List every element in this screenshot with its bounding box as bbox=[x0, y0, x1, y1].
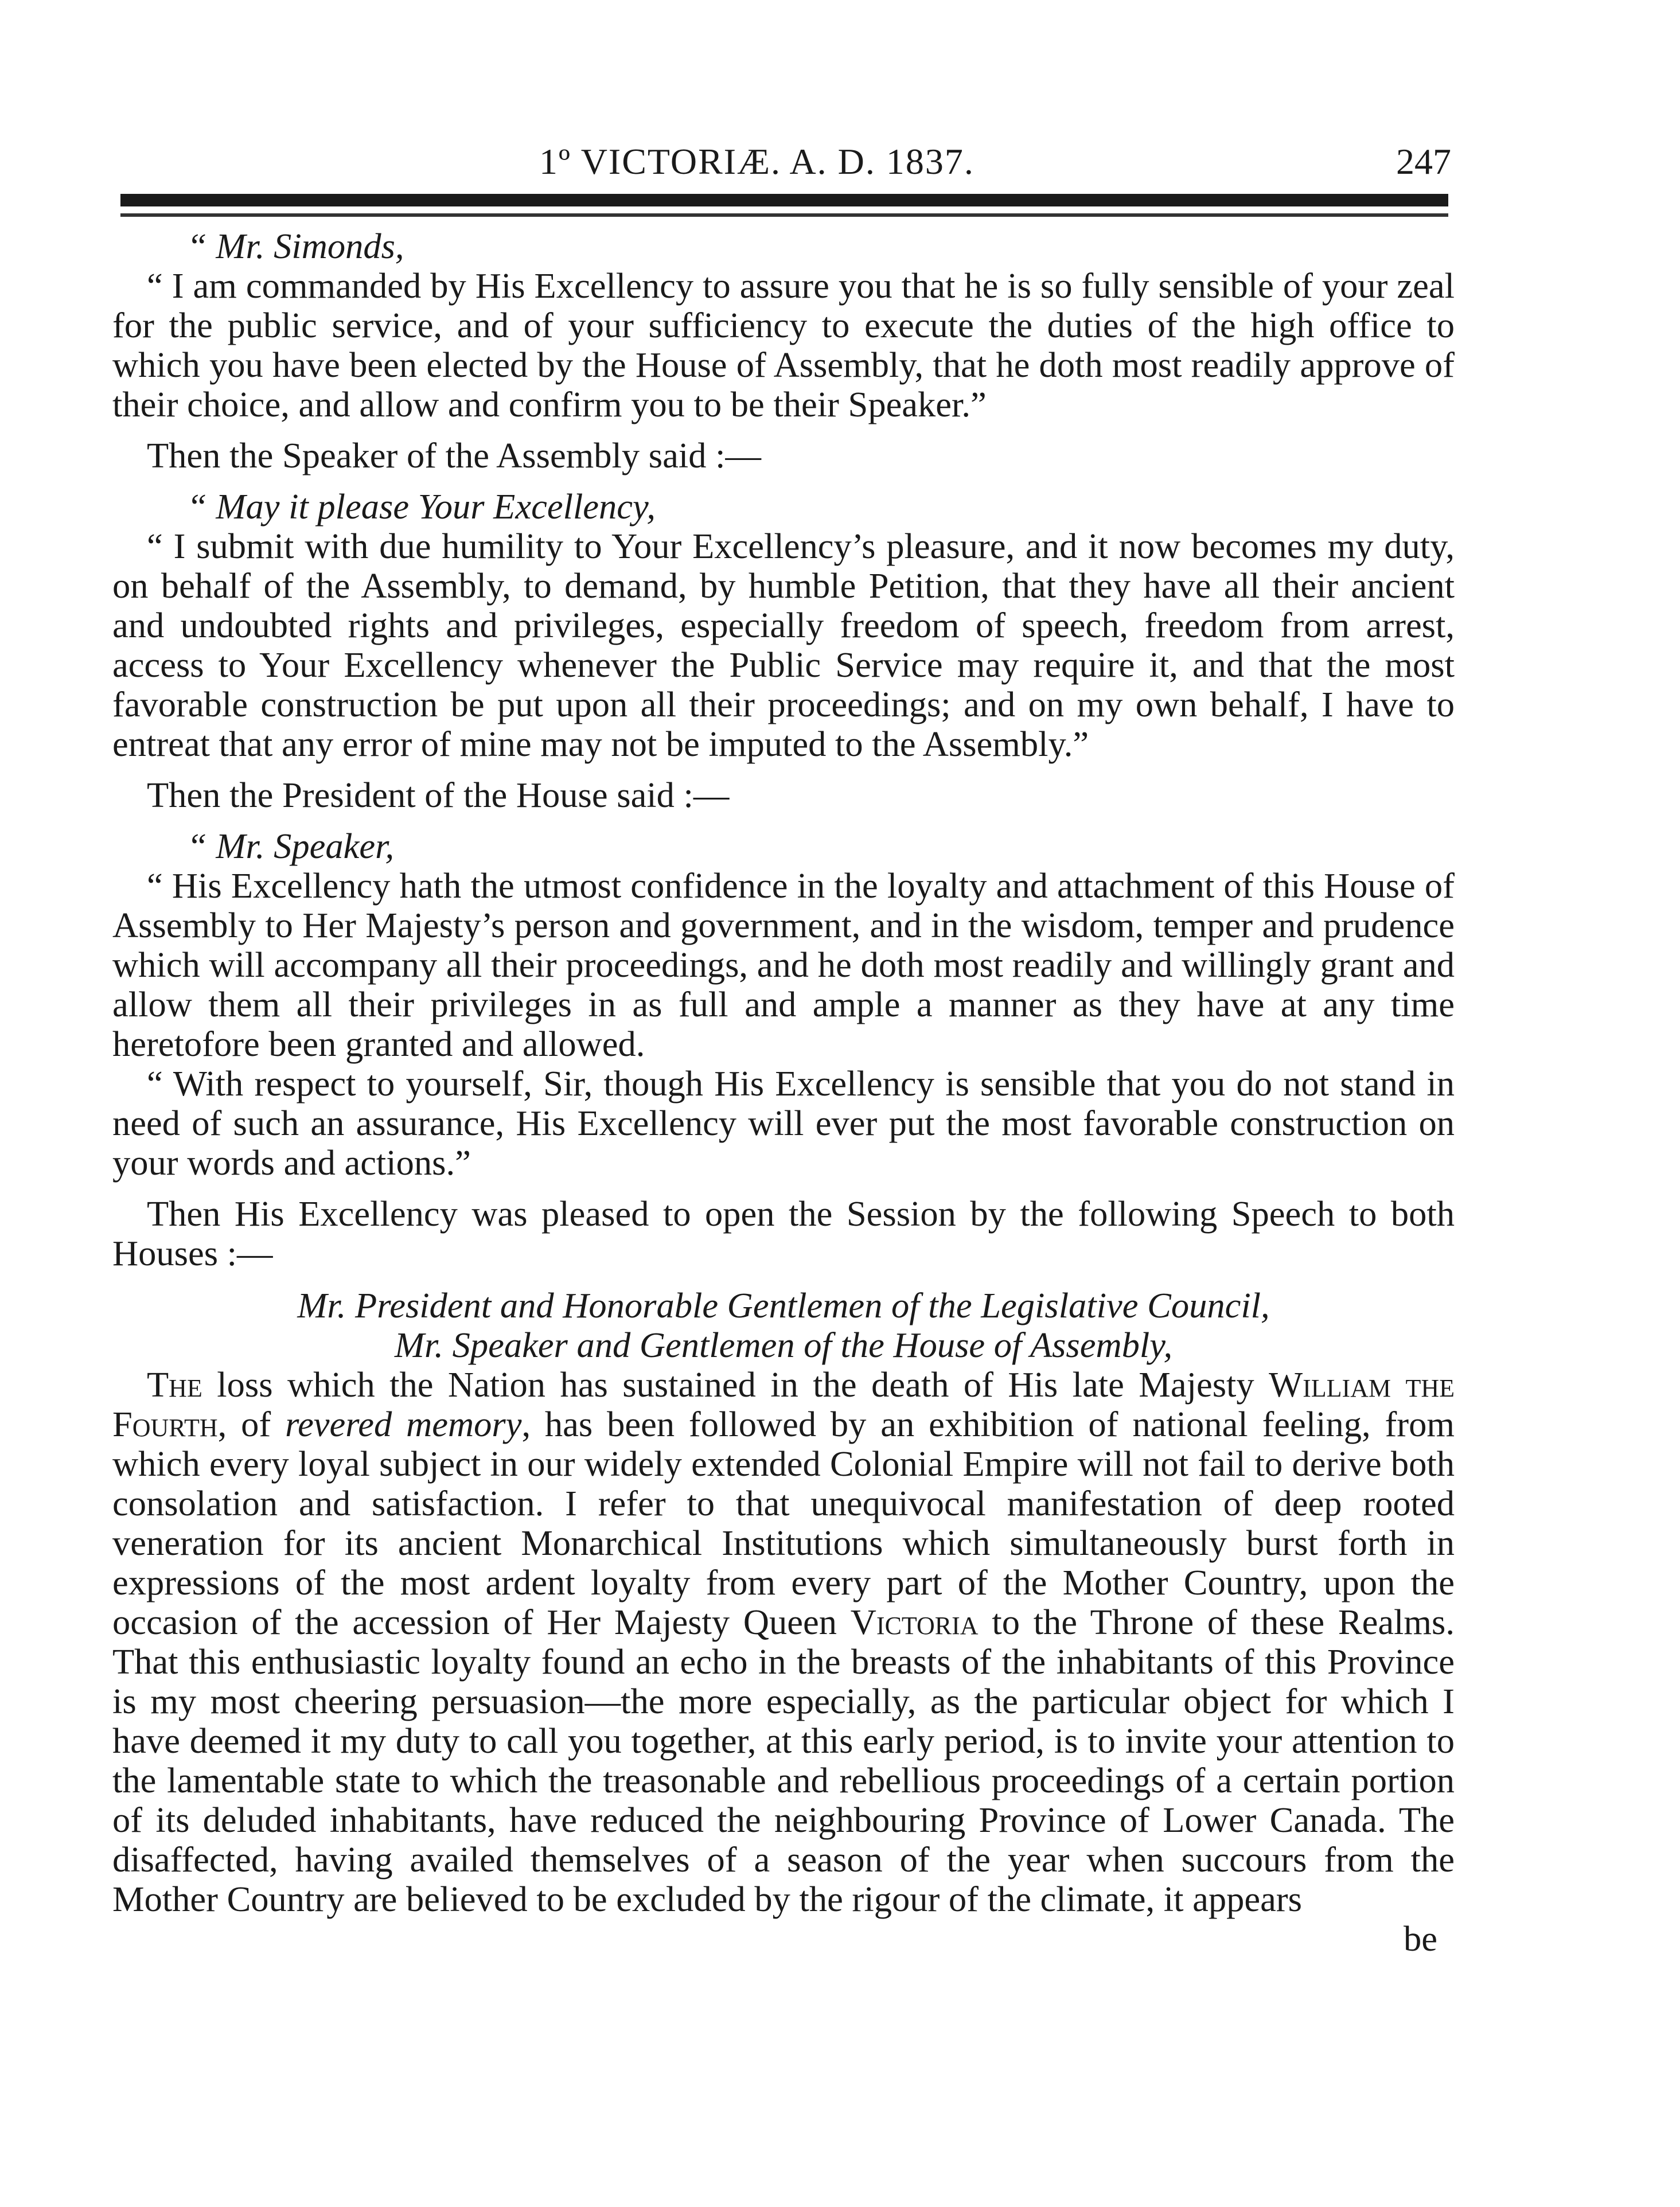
speech-paragraph bbox=[112, 1365, 1455, 1919]
speech-text-3: , has been followed by an exhibition of national feeling, from which every loyal subject in our widely extended Colonial Empire will not fail to derive both consolation and satisfaction. I refer to that unequivocal manifestation of deep rooted veneration for its ancient Monarchical Institutions which simultaneously burst forth in expressions of the most ardent loyalty from every part of the Mother Country, upon the occasion of the accession of Her Majesty Queen bbox=[112, 1404, 1455, 1642]
page-header bbox=[115, 141, 1451, 186]
paragraph-open-session: Then His Excellency was pleased to open the Session by the following Speech to both Houses :— bbox=[112, 1194, 1455, 1273]
speech-opening-word: The bbox=[147, 1364, 202, 1405]
speech-text-4: to the Throne of these Realms. That this enthusiastic loyalty found an echo in the breasts of the inhabitants of this Province is my most cheering persuasion—the more especially, as the particular object for which I have deemed it my duty to call you together, at this early period, is to invite your attention to the lamentable state to which the treasonable and rebellious proceedings of a certain portion of its deluded inhabitants, have reduced the neighbouring Province of Lower Canada. The disaffected, having availed themselves of a season of the year when succours from the Mother Country are believed to be excluded by the rigour of the climate, it appears bbox=[112, 1602, 1455, 1919]
speech-text-1: loss which the Nation has sustained in the death of His late Majesty bbox=[202, 1364, 1269, 1405]
speech-text-2: , of bbox=[217, 1404, 286, 1444]
salutation-simonds: “ Mr. Simonds, bbox=[187, 226, 404, 266]
paragraph-respect: “ With respect to yourself, Sir, though His Excellency is sensible that you do not stand in need of such an assurance, His Excellency will ever put the most favorable construction on your words and actions.” bbox=[112, 1063, 1455, 1183]
header-rule-thick bbox=[120, 194, 1448, 206]
paragraph-speaker-approval: “ I am commanded by His Excellency to assure you that he is so fully sensible of your zeal for the public service, and of your sufficiency to execute the duties of the high office to which you have been elected by the House of Assembly, that he doth most readily approve of their choice, and allow and confirm you to be their Speaker.” bbox=[112, 266, 1455, 424]
paragraph-petition: “ I submit with due humility to Your Excellency’s pleasure, and it now becomes my duty, on behalf of the Assembly, to demand, by humble Petition, that they have all their ancient and undoubted rights and privileges, especially freedom of speech, freedom from arrest, access to Your Excellency whenever the Public Service may require it, and that the most favorable construction be put upon all their proceedings; and on my own behalf, I have to entreat that any error of mine may not be imputed to the Assembly.” bbox=[112, 526, 1455, 764]
speech-address bbox=[112, 1286, 1455, 1365]
king-name: William the Fourth bbox=[112, 1364, 1455, 1444]
revered-memory: revered memory bbox=[285, 1404, 522, 1444]
salutation-speaker: “ Mr. Speaker, bbox=[187, 826, 395, 866]
queen-name: Victoria bbox=[850, 1602, 979, 1642]
catchword: be bbox=[1404, 1919, 1437, 1959]
address-line-2: Mr. Speaker and Gentlemen of the House of Assembly, bbox=[394, 1325, 1173, 1365]
header-rule-thin bbox=[120, 213, 1448, 217]
body-text bbox=[112, 227, 1455, 1959]
address-line-1: Mr. President and Honorable Gentlemen of the Legislative Council, bbox=[297, 1285, 1270, 1325]
page-number: 247 bbox=[1396, 141, 1451, 182]
paragraph-confidence: “ His Excellency hath the utmost confidence in the loyalty and attachment of this House of Assembly to Her Majesty’s person and government, and in the wisdom, temper and prudence which will accompany all their proceedings, and he doth most readily and willingly grant and allow them all their privileges in as full and ample a manner as they have at any time heretofore been granted and allowed. bbox=[112, 865, 1455, 1064]
paragraph-speaker-said: Then the Speaker of the Assembly said :— bbox=[147, 435, 761, 475]
running-head: 1º VICTORIÆ. A. D. 1837. bbox=[539, 141, 975, 182]
salutation-excellency: “ May it please Your Excellency, bbox=[187, 486, 656, 527]
paragraph-president-said: Then the President of the House said :— bbox=[147, 775, 730, 815]
